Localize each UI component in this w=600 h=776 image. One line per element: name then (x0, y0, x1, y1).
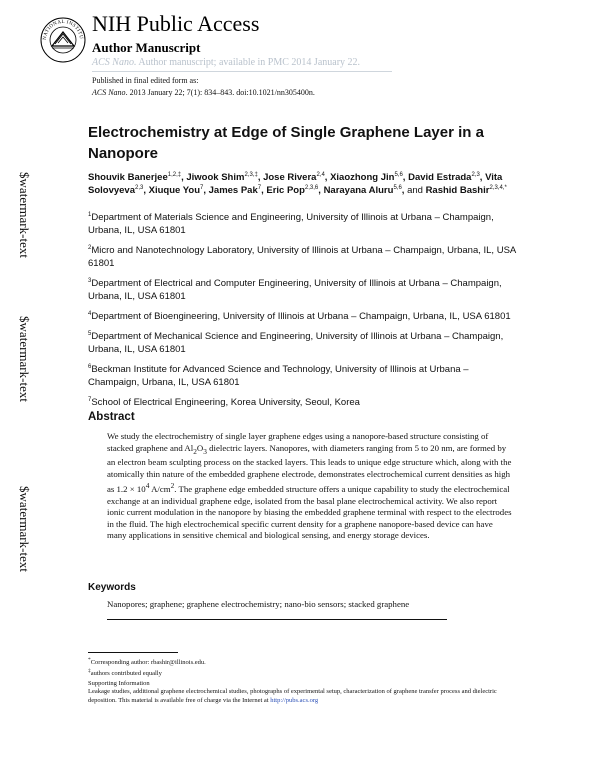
nih-seal-logo (40, 10, 86, 68)
availability-journal: ACS Nano. (92, 57, 137, 68)
header-divider (92, 71, 392, 72)
affiliation-list (88, 211, 518, 416)
author-affiliation-marks: 7 (200, 184, 204, 191)
abstract-part: We study the electrochemistry of single layer graphene edges using a nanopore-based structure consisting of stacked graphene and Al (107, 431, 489, 453)
author-list: Shouvik Banerjee$^{1,2,\ddagger}$, Jiwook Shim$^{2,3,\ddagger}$, Jose Rivera$^{2,4}$, Xiaozhong Jin$^{5,6}$, David Estrada$^{2,3}$, Vita Solovyeva$^{2,3}$, Xiuque You$^7$, James Pak$^7$, Eric Pop$^{2,3,6}$, Narayana Aluru$^{5,6}$, and Rashid Bashir$^{2,3,4,*}$ (88, 171, 507, 196)
author-name: Narayana Aluru (323, 185, 394, 196)
abstract-subscript: 3 (203, 446, 207, 456)
supporting-info-heading: Supporting Information (88, 680, 150, 687)
author-name: Vita Solovyeva (88, 172, 503, 196)
affiliation-item (88, 330, 518, 356)
affiliation-item (88, 244, 518, 270)
author-affiliation-marks: 2,3,4,* (489, 184, 507, 191)
equal-contribution-note (88, 667, 518, 678)
availability-line (92, 57, 360, 69)
seal-text: NATIONAL INSTITU (42, 19, 84, 41)
affiliation-number: 6 (88, 363, 92, 370)
abstract-part: O (196, 442, 204, 453)
author-name: Xiaozhong Jin (330, 172, 395, 183)
author-name: Shouvik Banerjee (88, 172, 168, 183)
author-name: James Pak (208, 185, 258, 196)
author-affiliation-marks: 5,6 (394, 171, 403, 178)
nih-public-access-title: NIH Public Access (92, 11, 260, 36)
affiliation-number: 1 (88, 211, 92, 218)
citation-details: . 2013 January 22; 7(1): 834–843. doi:10.1021/nn305400n. (125, 88, 315, 97)
affiliation-item (88, 277, 518, 303)
affiliation-number: 3 (88, 277, 92, 284)
keywords-list: Nanopores; graphene; graphene electrochemistry; nano-bio sensors; stacked graphene (107, 599, 410, 609)
affiliation-item (88, 310, 518, 323)
side-watermark (14, 474, 34, 584)
abstract-part: A/cm (149, 484, 171, 495)
affiliation-item (88, 363, 518, 389)
author-name: Xiuque You (148, 185, 200, 196)
author-affiliation-marks: 5,6 (393, 184, 402, 191)
footnote-mark: ‡ (88, 668, 91, 675)
keywords-divider (107, 619, 447, 620)
author-name: Jiwook Shim (186, 172, 245, 183)
author-conjunction: and (407, 185, 423, 196)
affiliation-text: Department of Materials Science and Engineering, University of Illinois at Urbana – Champaign, Urbana, IL, USA 61801 (88, 212, 494, 236)
author-name: David Estrada (408, 172, 472, 183)
abstract-superscript: 4 (145, 481, 150, 491)
footnote-text: Corresponding author: rbashir@illinois.edu. (90, 659, 206, 667)
corresponding-author-note (88, 656, 518, 667)
abstract-part: . The graphene edge embedded structure offers a unique capability to study the electrochemical exchange at an individual graphene edge, isolated from the basal plane electrochemical activity. We also report ionic current modulation in the nanopore by biasing the embedded graphene terminal with respect to the electrodes in the fluid. The high electrochemical specific current density for a graphene nanopore-based device can have many applications in sensitive chemical and biological sensing, and energy storage devices. (107, 484, 512, 541)
abstract-body (107, 431, 512, 542)
affiliation-item (88, 211, 518, 237)
keywords-heading: Keywords (88, 582, 136, 593)
supporting-info-text (88, 688, 518, 705)
abstract-subscript: 2 (193, 446, 197, 456)
affiliation-text: Department of Bioengineering, University of Illinois at Urbana – Champaign, Urbana, IL, USA 61801 (91, 311, 511, 322)
footnote-text: authors contributed equally (90, 670, 162, 678)
abstract-heading: Abstract (88, 411, 135, 423)
author-affiliation-marks: 7 (257, 184, 262, 191)
author-affiliation-marks: 2,3 (471, 171, 480, 178)
author-affiliation-marks: 1,2,‡ (167, 171, 182, 178)
affiliation-text: Department of Mechanical Science and Engineering, University of Illinois at Urbana – Champaign, Urbana, IL, USA 61801 (88, 331, 504, 355)
supporting-info-body: Leakage studies, additional graphene electrochemical studies, photographs of experimental setup, characterization of graphene transfer process and dielectric deposition. This material is available free of charge via the Internet at (88, 688, 497, 704)
article-title: Electrochemistry at Edge of Single Graphene Layer in a Nanopore (88, 124, 484, 162)
footnote-mark: * (88, 657, 91, 663)
published-citation (92, 88, 315, 98)
affiliation-item (88, 396, 518, 409)
author-affiliation-marks: 2,4 (316, 171, 325, 178)
watermark-text: $watermark-text (17, 316, 32, 402)
affiliation-number: 5 (88, 330, 92, 337)
affiliation-number: 4 (88, 310, 92, 317)
side-watermark (14, 160, 34, 270)
author-name: Rashid Bashir (425, 185, 490, 196)
abstract-part: dielectric layers. Nanopores, with diameters ranging from 5 to 20 nm, are formed by an electron beam sculpting process on the stacked layers. This leads to unique edge structure which, along with the atomically thin nature of the embedded graphene electrode, demonstrates electrochemical current densities as high as 1.2 × 10 (107, 442, 512, 495)
affiliation-text: School of Electrical Engineering, Korea University, Seoul, Korea (91, 397, 360, 408)
author-name: Jose Rivera (263, 172, 317, 183)
watermark-text: $watermark-text (17, 486, 32, 572)
affiliation-text: Micro and Nanotechnology Laboratory, University of Illinois at Urbana – Champaign, Urbana, IL, USA 61801 (88, 245, 516, 269)
citation-journal: ACS Nano (92, 88, 126, 97)
affiliation-text: Beckman Institute for Advanced Science and Technology, University of Illinois at Urbana – Champaign, Urbana, IL, USA 61801 (88, 364, 469, 388)
side-watermark (14, 304, 34, 414)
supporting-info-link[interactable]: http://pubs.acs.org (270, 696, 319, 704)
footnotes (88, 656, 518, 679)
footnote-divider (88, 652, 178, 653)
affiliation-number: 2 (88, 244, 92, 251)
author-manuscript-label: Author Manuscript (92, 40, 201, 55)
watermark-text: $watermark-text (17, 172, 32, 258)
author-affiliation-marks: 2,3,‡ (244, 171, 258, 178)
availability-text: Author manuscript; available in PMC 2014 January 22. (136, 57, 361, 68)
affiliation-number: 7 (88, 396, 92, 403)
published-label: Published in final edited form as: (92, 76, 199, 85)
author-affiliation-marks: 2,3,6 (304, 184, 319, 191)
author-affiliation-marks: 2,3 (135, 184, 144, 191)
nih-seal-icon (40, 10, 86, 68)
affiliation-text: Department of Electrical and Computer Engineering, University of Illinois at Urbana – Champaign, Urbana, IL, USA 61801 (88, 278, 502, 302)
author-name: Eric Pop (266, 185, 305, 196)
abstract-superscript: 2 (170, 481, 175, 491)
